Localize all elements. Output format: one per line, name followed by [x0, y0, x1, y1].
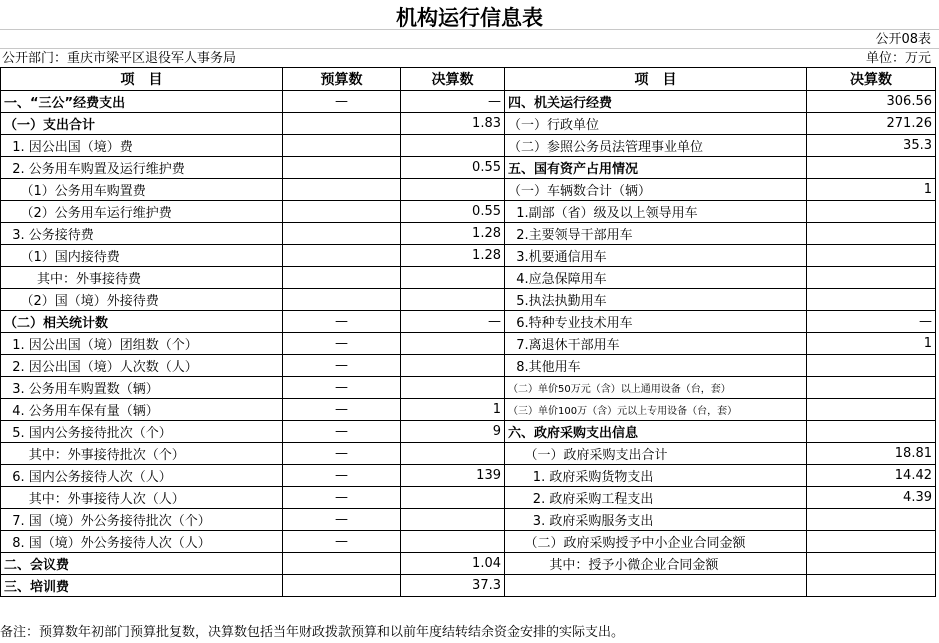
row-final-right[interactable]: 306.56	[807, 91, 936, 113]
row-item-left[interactable]: 1. 因公出国（境）费	[1, 135, 283, 157]
row-item-left[interactable]: （二）相关统计数	[1, 311, 283, 333]
row-final-right[interactable]: —	[807, 311, 936, 333]
row-item-right[interactable]: 五、国有资产占用情况	[505, 157, 807, 179]
table-row	[1, 333, 936, 355]
row-item-right[interactable]: 3. 政府采购服务支出	[505, 509, 807, 531]
table-row	[1, 223, 936, 245]
row-item-right[interactable]: 1. 政府采购货物支出	[505, 465, 807, 487]
row-item-right[interactable]: （二）单价50万元（含）以上通用设备（台，套）	[505, 377, 807, 399]
header-final-right: 决算数	[807, 68, 936, 91]
row-budget[interactable]: —	[283, 311, 401, 333]
row-final-left[interactable]: 0.55	[401, 201, 505, 223]
info-table	[0, 67, 936, 597]
table-row	[1, 487, 936, 509]
table-row	[1, 245, 936, 267]
row-final-left[interactable]	[401, 487, 505, 509]
table-row	[1, 465, 936, 487]
row-final-left[interactable]	[401, 377, 505, 399]
table-row	[1, 399, 936, 421]
row-final-left[interactable]: —	[401, 311, 505, 333]
row-budget[interactable]: —	[283, 465, 401, 487]
row-item-right[interactable]: 2. 政府采购工程支出	[505, 487, 807, 509]
row-final-right[interactable]	[807, 201, 936, 223]
row-final-left[interactable]: 139	[401, 465, 505, 487]
row-final-left[interactable]	[401, 531, 505, 553]
row-budget[interactable]	[283, 135, 401, 157]
row-final-left[interactable]: —	[401, 91, 505, 113]
header-item-left: 项 目	[1, 68, 283, 91]
row-final-right[interactable]: 35.3	[807, 135, 936, 157]
row-final-left[interactable]	[401, 509, 505, 531]
header-row	[1, 68, 936, 91]
header-item-right: 项 目	[505, 68, 807, 91]
row-item-right[interactable]: （二）参照公务员法管理事业单位	[505, 135, 807, 157]
row-budget[interactable]	[283, 223, 401, 245]
row-item-right[interactable]: 4.应急保障用车	[505, 267, 807, 289]
row-item-left[interactable]: 其中：外事接待费	[1, 267, 283, 289]
row-budget[interactable]: —	[283, 399, 401, 421]
row-final-right[interactable]: 271.26	[807, 113, 936, 135]
row-item-right[interactable]: 六、政府采购支出信息	[505, 421, 807, 443]
row-item-right[interactable]	[505, 575, 807, 597]
row-item-right[interactable]: （二）政府采购授予中小企业合同金额	[505, 531, 807, 553]
row-final-left[interactable]	[401, 179, 505, 201]
table-row	[1, 355, 936, 377]
table-row	[1, 201, 936, 223]
row-item-left[interactable]: 8. 国（境）外公务接待人次（人）	[1, 531, 283, 553]
row-final-right[interactable]: 1	[807, 333, 936, 355]
row-budget[interactable]: —	[283, 91, 401, 113]
row-item-left[interactable]: 其中：外事接待批次（个）	[1, 443, 283, 465]
row-final-left[interactable]: 37.3	[401, 575, 505, 597]
row-budget[interactable]: —	[283, 487, 401, 509]
table-row	[1, 421, 936, 443]
row-budget[interactable]: —	[283, 377, 401, 399]
row-final-left[interactable]	[401, 443, 505, 465]
row-item-left[interactable]: 二、会议费	[1, 553, 283, 575]
row-final-left[interactable]: 0.55	[401, 157, 505, 179]
footnote: 备注：预算数年初部门预算批复数，决算数包括当年财政拨款预算和以前年度结转结余资金安排的实际支出。	[0, 625, 625, 640]
row-budget[interactable]	[283, 267, 401, 289]
table-row	[1, 509, 936, 531]
row-final-right[interactable]: 1	[807, 179, 936, 201]
row-item-left[interactable]: 5. 国内公务接待批次（个）	[1, 421, 283, 443]
row-final-right[interactable]	[807, 355, 936, 377]
row-item-left[interactable]: 一、“三公”经费支出	[1, 91, 283, 113]
row-budget[interactable]	[283, 245, 401, 267]
row-final-right[interactable]	[807, 531, 936, 553]
table-row	[1, 91, 936, 113]
row-final-right[interactable]	[807, 399, 936, 421]
table-row	[1, 531, 936, 553]
row-item-left[interactable]: 1. 因公出国（境）团组数（个）	[1, 333, 283, 355]
row-budget[interactable]: —	[283, 509, 401, 531]
page-title: 机构运行信息表	[396, 5, 543, 30]
row-item-right[interactable]: 2.主要领导干部用车	[505, 223, 807, 245]
row-final-left[interactable]	[401, 289, 505, 311]
table-row	[1, 575, 936, 597]
row-item-right[interactable]: （一）车辆数合计（辆）	[505, 179, 807, 201]
row-final-right[interactable]: 18.81	[807, 443, 936, 465]
row-final-right[interactable]	[807, 157, 936, 179]
row-item-left[interactable]: 4. 公务用车保有量（辆）	[1, 399, 283, 421]
form-code: 公开08表	[875, 32, 931, 47]
row-final-right[interactable]	[807, 267, 936, 289]
table-row	[1, 311, 936, 333]
row-item-left[interactable]: 三、培训费	[1, 575, 283, 597]
row-budget[interactable]	[283, 553, 401, 575]
table-row	[1, 157, 936, 179]
row-final-right[interactable]	[807, 421, 936, 443]
row-final-left[interactable]	[401, 267, 505, 289]
row-budget[interactable]	[283, 575, 401, 597]
row-item-left[interactable]: 3. 公务接待费	[1, 223, 283, 245]
row-final-left[interactable]: 1.28	[401, 223, 505, 245]
row-final-right[interactable]	[807, 575, 936, 597]
row-final-right[interactable]	[807, 223, 936, 245]
row-final-right[interactable]	[807, 509, 936, 531]
row-final-left[interactable]: 1	[401, 399, 505, 421]
row-budget[interactable]	[283, 179, 401, 201]
row-item-right[interactable]: 1.副部（省）级及以上领导用车	[505, 201, 807, 223]
row-final-left[interactable]: 1.28	[401, 245, 505, 267]
row-budget[interactable]: —	[283, 443, 401, 465]
row-final-right[interactable]	[807, 553, 936, 575]
department-label: 公开部门：重庆市梁平区退役军人事务局	[2, 51, 237, 66]
row-item-left[interactable]: （一）支出合计	[1, 113, 283, 135]
row-item-left[interactable]: 2. 公务用车购置及运行维护费	[1, 157, 283, 179]
row-item-left[interactable]: 其中：外事接待人次（人）	[1, 487, 283, 509]
row-item-right[interactable]: 3.机要通信用车	[505, 245, 807, 267]
row-item-left[interactable]: 2. 因公出国（境）人次数（人）	[1, 355, 283, 377]
row-item-left[interactable]: 3. 公务用车购置数（辆）	[1, 377, 283, 399]
header-budget: 预算数	[283, 68, 401, 91]
row-final-left[interactable]	[401, 355, 505, 377]
row-budget[interactable]: —	[283, 355, 401, 377]
row-item-right[interactable]: 5.执法执勤用车	[505, 289, 807, 311]
row-final-left[interactable]: 1.04	[401, 553, 505, 575]
row-budget[interactable]	[283, 201, 401, 223]
header-final-left: 决算数	[401, 68, 505, 91]
table-row	[1, 179, 936, 201]
row-item-right[interactable]: 四、机关运行经费	[505, 91, 807, 113]
grid-line	[0, 48, 939, 49]
row-final-left[interactable]: 1.83	[401, 113, 505, 135]
row-item-left[interactable]: 6. 国内公务接待人次（人）	[1, 465, 283, 487]
row-final-left[interactable]	[401, 135, 505, 157]
row-final-right[interactable]: 4.39	[807, 487, 936, 509]
row-item-right[interactable]: （一）政府采购支出合计	[505, 443, 807, 465]
table-row	[1, 289, 936, 311]
row-budget[interactable]	[283, 289, 401, 311]
row-item-right[interactable]: 7.离退休干部用车	[505, 333, 807, 355]
row-final-left[interactable]	[401, 333, 505, 355]
table-row	[1, 113, 936, 135]
table-row	[1, 377, 936, 399]
row-final-right[interactable]	[807, 245, 936, 267]
table-row	[1, 135, 936, 157]
row-item-left[interactable]: 7. 国（境）外公务接待批次（个）	[1, 509, 283, 531]
row-item-right[interactable]: （一）行政单位	[505, 113, 807, 135]
row-item-left[interactable]: （2）公务用车运行维护费	[1, 201, 283, 223]
row-final-right[interactable]: 14.42	[807, 465, 936, 487]
row-budget[interactable]: —	[283, 531, 401, 553]
row-item-left[interactable]: （1）公务用车购置费	[1, 179, 283, 201]
row-item-right[interactable]: 6.特种专业技术用车	[505, 311, 807, 333]
table-row	[1, 553, 936, 575]
row-budget[interactable]: —	[283, 421, 401, 443]
table-row	[1, 267, 936, 289]
row-item-left[interactable]: （1）国内接待费	[1, 245, 283, 267]
row-budget[interactable]	[283, 157, 401, 179]
row-item-right[interactable]: 8.其他用车	[505, 355, 807, 377]
row-final-right[interactable]	[807, 377, 936, 399]
row-budget[interactable]: —	[283, 333, 401, 355]
row-item-right[interactable]: （三）单价100万（含）元以上专用设备（台，套）	[505, 399, 807, 421]
table-row	[1, 443, 936, 465]
row-final-left[interactable]: 9	[401, 421, 505, 443]
row-item-right[interactable]: 其中：授予小微企业合同金额	[505, 553, 807, 575]
row-item-left[interactable]: （2）国（境）外接待费	[1, 289, 283, 311]
row-budget[interactable]	[283, 113, 401, 135]
row-final-right[interactable]	[807, 289, 936, 311]
unit-label: 单位：万元	[865, 51, 931, 66]
